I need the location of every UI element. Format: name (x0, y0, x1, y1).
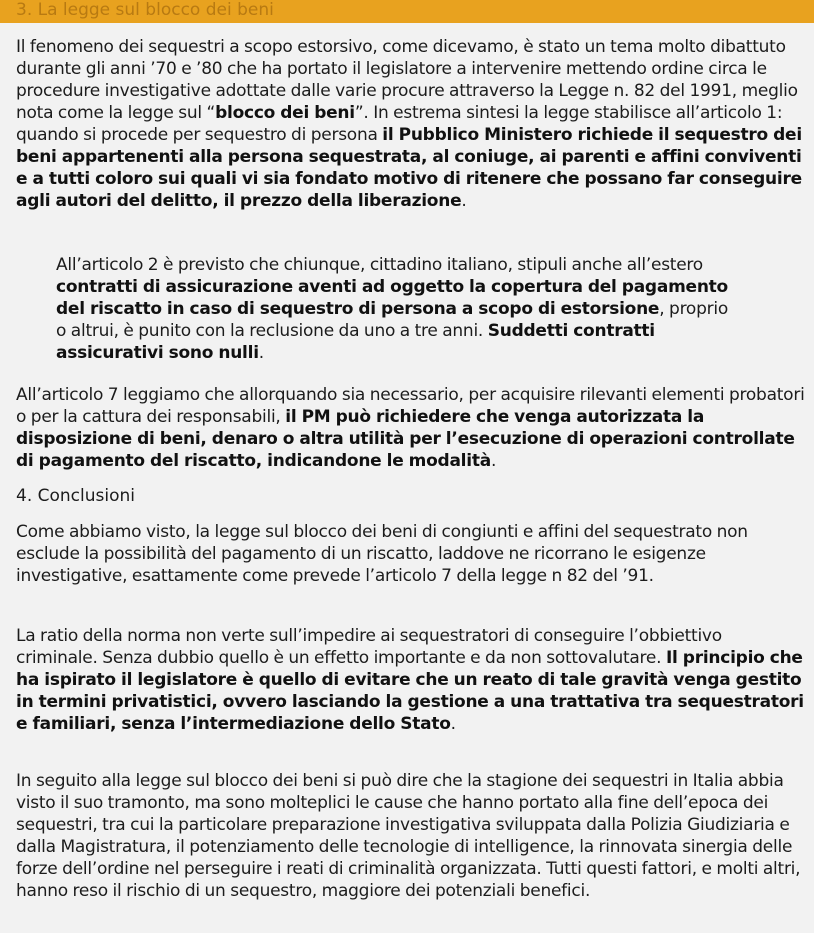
paragraph-conclusions-2-text-2: . (450, 714, 456, 734)
paragraph-intro-bold-1: blocco dei beni (215, 103, 355, 123)
paragraph-article-7-bold-1: il PM può richiedere che venga autorizzata la disposizione di beni, denaro o altra utilità per l’esecuzione di operazioni controllate di pagamento del riscatto, indicandone le modalità (16, 407, 795, 471)
paragraph-conclusions-1-text: Come abbiamo visto, la legge sul blocco dei beni di congiunti e affini del sequestrato non esclude la possibilità del pagamento di un riscatto, laddove ne ricorrano le esigenze investigative, esattamente come prevede l’articolo 7 della legge n 82 del ’91. (16, 522, 748, 586)
section-3-heading-bar (0, 0, 814, 23)
paragraph-intro (16, 36, 806, 212)
paragraph-intro-text-1: Il fenomeno dei sequestri a scopo estorsivo, come dicevamo, è stato un tema molto dibattuto durante gli anni ’70 e ’80 che ha portato il legislatore a intervenire mettendo ordine circa le procedure investigative adottate dalle varie procure attraverso la Legge n. 82 del 1991, meglio nota come la legge sul “ (16, 37, 798, 123)
paragraph-conclusions-2 (16, 625, 806, 735)
section-4-heading: 4. Conclusioni (16, 486, 135, 506)
paragraph-article-2-text-3: . (258, 343, 264, 363)
paragraph-article-7-text-2: . (490, 451, 497, 471)
paragraph-conclusions-3-text: In seguito alla legge sul blocco dei beni si può dire che la stagione dei sequestri in Italia abbia visto il suo tramonto, ma sono molteplici le cause che hanno portato alla fine dell’epoca dei sequestri, tra cui la particolare preparazione investigativa sviluppata dalla Polizia Giudiziaria e dalla Magistratura, il potenziamento delle tecnologie di intelligence, la rinnovata sinergia delle forze dell’ordine nel perseguire i reati di criminalità organizzata. Tutti questi fattori, e molti altri, hanno reso il rischio di un sequestro, maggiore dei potenziali benefici. (16, 771, 801, 901)
paragraph-conclusions-2-text-1: La ratio della norma non verte sull’impedire ai sequestratori di conseguire l’obbiettivo criminale. Senza dubbio quello è un effetto importante e da non sottovalutare. (16, 626, 722, 668)
paragraph-intro-text-2: ”. In estrema sintesi la legge stabilisce all’articolo 1: quando si procede per sequestro di persona (16, 103, 783, 145)
paragraph-article-2-text-2: , proprio o altrui, è punito con la reclusione da uno a tre anni. (56, 299, 728, 341)
paragraph-article-2-text-1: All’articolo 2 è previsto che chiunque, cittadino italiano, stipuli anche all’estero (56, 255, 703, 275)
paragraph-article-7-text-1: All’articolo 7 leggiamo che allorquando sia necessario, per acquisire rilevanti elementi probatori o per la cattura dei responsabili, (16, 385, 805, 427)
paragraph-article-2-bold-2: Suddetti contratti assicurativi sono nulli (56, 321, 655, 363)
paragraph-intro-bold-2: il Pubblico Ministero richiede il sequestro dei beni appartenenti alla persona sequestrata, al coniuge, ai parenti e affini conviventi e a tutti coloro sui quali vi sia fondato motivo di ritenere che possano far conseguire agli autori del delitto, il prezzo della liberazione (16, 125, 802, 211)
paragraph-article-2-bold-1: contratti di assicurazione aventi ad oggetto la copertura del pagamento del riscatto in caso di sequestro di persona a scopo di estorsione (56, 277, 728, 319)
paragraph-conclusions-2-bold-1: Il principio che ha ispirato il legislatore è quello di evitare che un reato di tale gravità venga gestito in termini privatistici, ovvero lasciando la gestione a una trattativa tra sequestratori e familiari, senza l’intermediazione dello Stato (16, 648, 804, 734)
paragraph-article-2 (56, 254, 736, 364)
paragraph-conclusions-1 (16, 521, 806, 587)
paragraph-article-7 (16, 384, 806, 472)
section-3-heading: 3. La legge sul blocco dei beni (16, 0, 274, 20)
paragraph-conclusions-3 (16, 770, 806, 902)
paragraph-intro-text-3: . (461, 191, 467, 211)
